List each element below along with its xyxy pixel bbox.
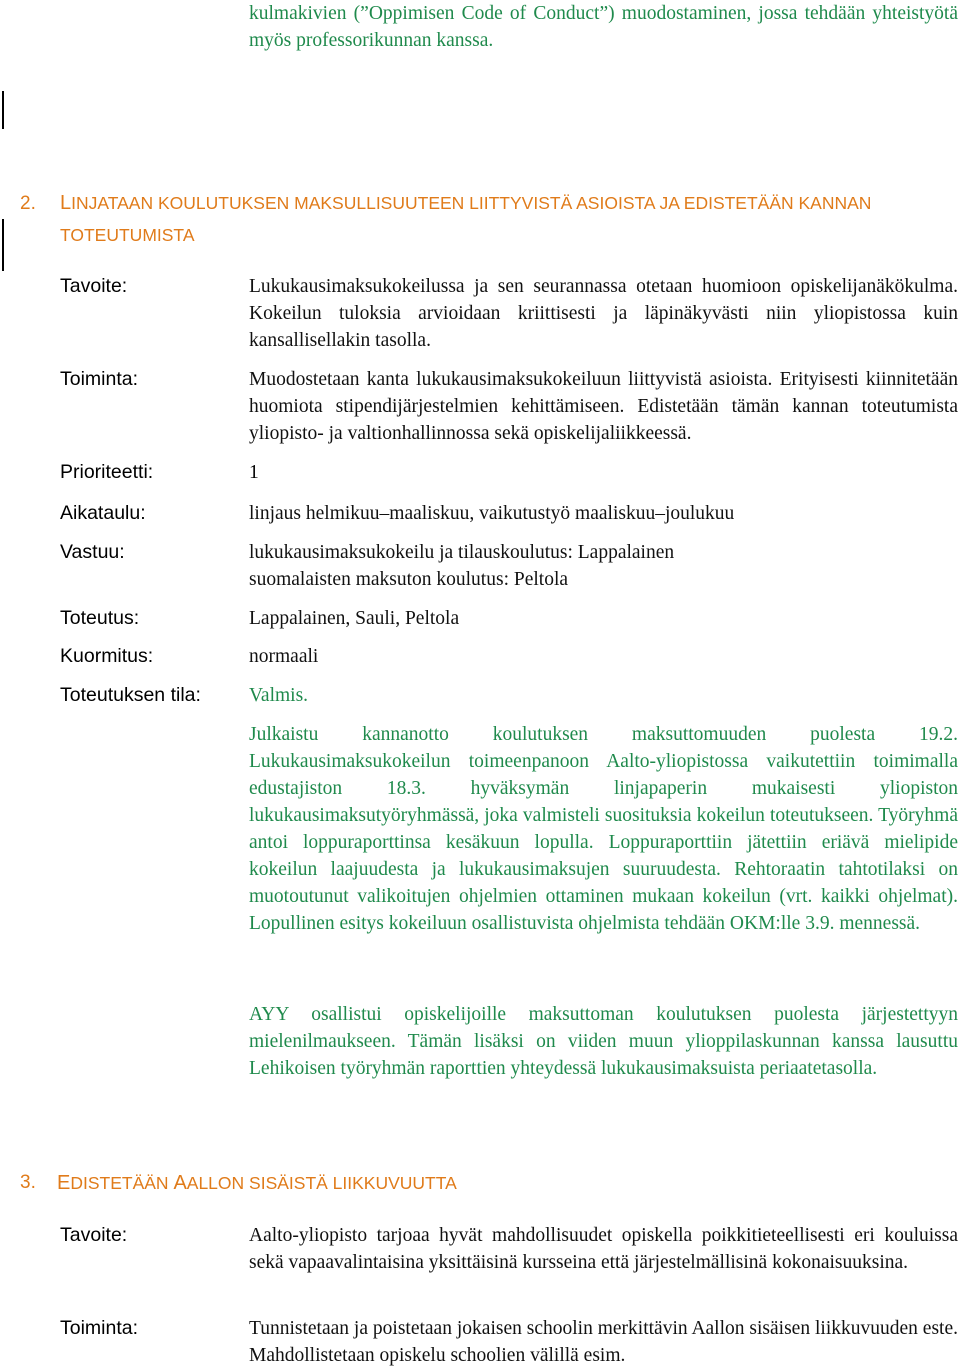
top-paragraph: kulmakivien (”Oppimisen Code of Conduct”) muodostaminen, jossa tehdään yhteistyötä myös professorikunnan kanssa. [249, 3, 958, 51]
tavoite-text: Lukukausimaksukokeilussa ja sen seurannassa otetaan huomioon opiskelijanäkökulma. Kokeilun tuloksia arvioidaan kriittisesti ja läpinäkyvästi niin yliopistossa kuin kansallisellakin tasolla. [249, 276, 958, 351]
section-2-title-line-2: TOTEUTUMISTA [60, 225, 195, 245]
prioriteetti-value: 1 [249, 462, 259, 483]
vastuu-line-1: lukukausimaksukokeilu ja tilauskoulutus: Lappalainen [249, 542, 675, 563]
section-3-number: 3. [20, 1172, 36, 1193]
aikataulu-text: linjaus helmikuu–maaliskuu, vaikutustyö maaliskuu–joulukuu [249, 503, 735, 524]
section-3-title-rest: ALLON SISÄISTÄ LIIKKUVUUTTA [186, 1173, 457, 1193]
section-2-title-line-1: INJATAAN KOULUTUKSEN MAKSULLISUUTEEN LIITTYVISTÄ ASIOISTA JA EDISTETÄÄN KANNAN [71, 193, 872, 213]
section-3-tavoite-text: Aalto-yliopisto tarjoaa hyvät mahdollisuudet opiskella poikkitieteellisesti eri kouluissa sekä vapaavalintaisina yksittäisinä kursseina että järjestelmällisinä kokonaisuuksina. [249, 1225, 958, 1273]
section-2-title [60, 188, 960, 219]
section-3-title-word-1: DISTETÄÄN [70, 1173, 169, 1193]
toteutus-label: Toteutus: [60, 607, 140, 629]
prioriteetti-label: Prioriteetti: [60, 461, 154, 483]
kuormitus-text: normaali [249, 646, 319, 667]
change-bar [2, 219, 4, 271]
section-3-title [57, 1168, 957, 1199]
aikataulu-label: Aikataulu: [60, 502, 146, 524]
vastuu-line-2: suomalaisten maksuton koulutus: Peltola [249, 569, 569, 590]
tavoite-label: Tavoite: [60, 275, 128, 297]
section-3-toiminta-label: Toiminta: [60, 1317, 139, 1339]
tila-paragraph-1: Julkaistu kannanotto koulutuksen maksuttomuuden puolesta 19.2. Lukukausimaksukokeilun toimeenpanoon Aalto-yliopistossa vaikutettiin toimimalla edustajiston 18.3. hyväksymän linjapaperin mukaisesti yliopiston lukukausimaksutyöryhmässä, joka valmisteli suosituksia kokeilun toteutukseen. Työryhmä antoi loppuraporttinsa kesäkuun lopulla. Loppuraporttiin jätettiin eriävä mielipide kokeilun laajuudesta ja lukukausimaksujen suuruudesta. Rehtoraatin tahtotilaksi on muotoutunut valikoitujen ohjelmien ottaminen mukaan kokeilun (vrt. kaikki ohjelmat). Lopullinen esitys kokeiluun osallistuvista ohjelmista tehdään OKM:lle 3.9. mennessä. [249, 724, 958, 934]
tila-label: Toteutuksen tila: [60, 684, 201, 706]
tila-status: Valmis. [249, 685, 309, 706]
section-3-toiminta-text: Tunnistetaan ja poistetaan jokaisen schoolin merkittävin Aallon sisäisen liikkuvuuden este. Mahdollistetaan opiskelu schoolien välillä esim. [249, 1318, 958, 1366]
toiminta-label: Toiminta: [60, 368, 139, 390]
section-2-title-initial: L [60, 192, 72, 214]
vastuu-label: Vastuu: [60, 541, 125, 563]
section-3-title-initial-1: E [57, 1172, 71, 1194]
section-3-tavoite-label: Tavoite: [60, 1224, 128, 1246]
kuormitus-label: Kuormitus: [60, 645, 154, 667]
section-3-title-initial-2: A [173, 1172, 187, 1194]
change-bar [2, 91, 4, 129]
prioriteetti-row [60, 459, 259, 486]
toiminta-text: Muodostetaan kanta lukukausimaksukokeiluun liittyvistä asioista. Erityisesti kiinnitetään huomiota stipendijärjestelmien kehittämiseen. Edistetään tämän kannan toteutumista yliopisto- ja valtionhallinnossa sekä opiskelijaliikkeessä. [249, 369, 958, 444]
toteutus-text: Lappalainen, Sauli, Peltola [249, 608, 460, 629]
tila-paragraph-2: AYY osallistui opiskelijoille maksuttoman koulutuksen puolesta järjestettyyn mielenilmaukseen. Tämän lisäksi on viiden muun ylioppilaskunnan kanssa lausuttu Lehikoisen työryhmän raporttien yhteydessä lukukausimaksuista periaatetasolla. [249, 1004, 958, 1079]
section-2-number: 2. [20, 193, 36, 214]
